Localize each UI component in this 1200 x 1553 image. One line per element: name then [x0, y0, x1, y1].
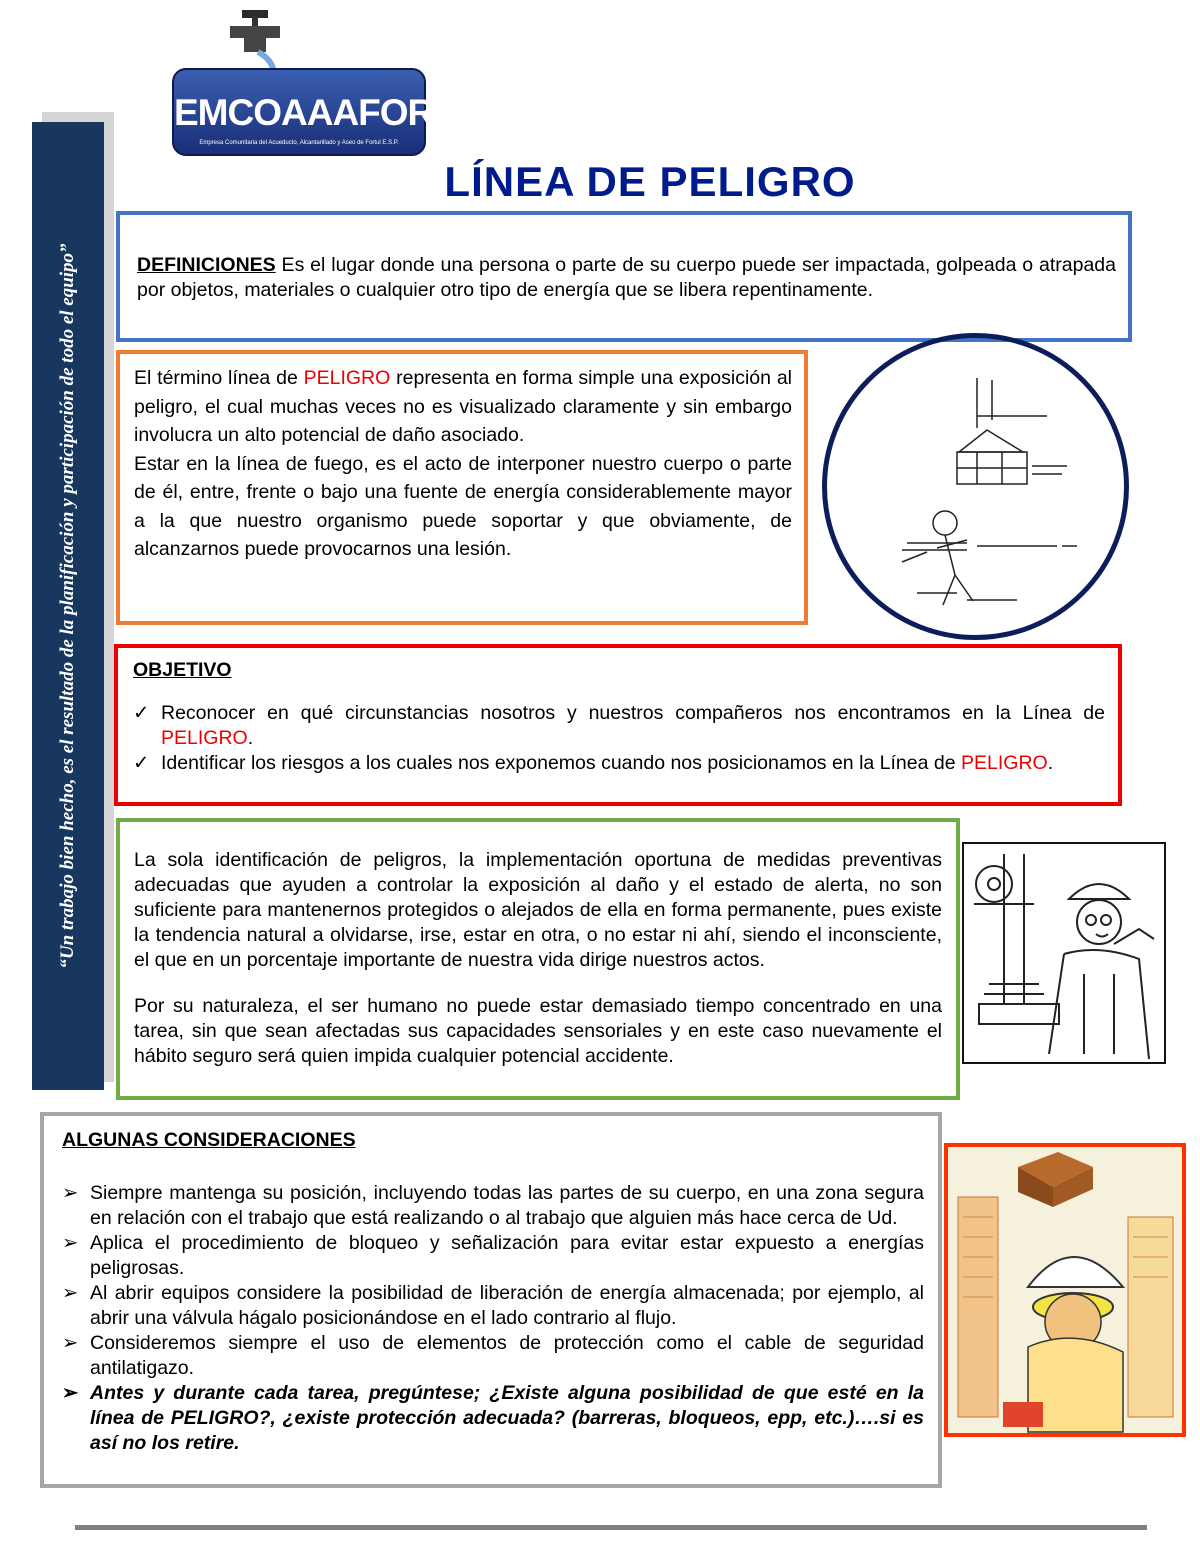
term-text — [134, 364, 792, 564]
logo-plate — [172, 68, 434, 156]
objective-item: ✓ Reconocer en qué circunstancias nosotros y nuestros compañeros nos encontramos en la Línea de PELIGRO. — [133, 702, 1105, 749]
objective-heading: OBJETIVO — [133, 659, 232, 681]
worker-shouting-illustration — [962, 842, 1166, 1064]
consideration-item: ➢ Siempre mantenga su posición, incluyendo todas las partes de su cuerpo, en una zona segura en relación con el trabajo que está realizando o al trabajo que alguien más hace cerca de Ud. — [62, 1182, 924, 1229]
falling-brick-illustration — [944, 1143, 1186, 1437]
definitions-heading: DEFINICIONES — [137, 254, 276, 276]
objective-item: ✓ Identificar los riesgos a los cuales nos exponemos cuando nos posicionamos en la Línea de PELIGRO. — [133, 752, 1054, 774]
worker-illustration — [964, 844, 1164, 1062]
arrow-bullet-icon: ➢ — [62, 1232, 79, 1254]
sidebar-quote: “Un trabajo bien hecho, es el resultado de la planificación y participación de todo el equipo” — [57, 243, 78, 969]
term-paragraph-1: El término línea de PELIGRO representa en forma simple una exposición al peligro, el cual muchas veces no es visualizado claramente y sin embargo involucra un alto potencial de daño asociado. — [134, 367, 792, 446]
logo-subtitle: Empresa Comunitaria del Acueducto, Alcantarillado y Aseo de Fortul E.S.P. — [199, 140, 399, 146]
term-box — [116, 350, 808, 625]
identification-box — [116, 818, 960, 1100]
arrow-bullet-icon: ➢ — [62, 1282, 79, 1304]
term-paragraph-2: Estar en la línea de fuego, es el acto de interponer nuestro cuerpo o parte de él, entre, frente o bajo una fuente de energía considerablemente mayor a la que nuestro organismo puede soportar y que obviamente, de alcanzarnos puede provocarnos una lesión. — [134, 452, 792, 560]
suspended-load-illustration — [827, 338, 1124, 635]
consideration-item-emphasis: ➢ Antes y durante cada tarea, pregúntese; ¿Existe alguna posibilidad de que esté en la línea de PELIGRO?, ¿existe protección adecuada? (barreras, bloqueos, epp, etc.)….si es así no los retire. — [62, 1382, 924, 1454]
objective-content — [133, 658, 1105, 776]
considerations-content — [62, 1128, 924, 1456]
company-logo — [170, 8, 434, 153]
identification-text — [134, 848, 942, 1069]
considerations-heading: ALGUNAS CONSIDERACIONES — [62, 1129, 356, 1151]
identification-paragraph-1: La sola identificación de peligros, la implementación oportuna de medidas preventivas adecuadas que ayuden a controlar la exposición al daño y el estado de alerta, no son suficiente para mantenernos protegidos o alejados de ella en forma permanente, pues existe la tendencia natural a olvidarse, irse, estar en otra, o no estar ni ahí, siendo el inconsciente, el que en un porcentaje importante de nuestra vida dirige nuestros actos. — [134, 849, 942, 971]
checkmark-icon: ✓ — [133, 702, 150, 724]
footer-divider — [75, 1525, 1147, 1530]
arrow-bullet-icon: ➢ — [62, 1382, 79, 1404]
definitions-box — [116, 211, 1132, 342]
objective-box — [114, 644, 1122, 806]
sidebar-banner — [32, 122, 104, 1090]
identification-paragraph-2: Por su naturaleza, el ser humano no puede estar demasiado tiempo concentrado en una tarea, sin que sean afectadas sus capacidades sensoriales y en este caso nuevamente el hábito seguro será quien impida cualquier potencial accidente. — [134, 995, 942, 1067]
consideration-item: ➢ Consideremos siempre el uso de elementos de protección como el cable de seguridad antilatigazo. — [62, 1332, 924, 1379]
danger-word: PELIGRO — [303, 367, 391, 389]
arrow-bullet-icon: ➢ — [62, 1182, 79, 1204]
consideration-item: ➢ Aplica el procedimiento de bloqueo y señalización para evitar estar expuesto a energías peligrosas. — [62, 1232, 924, 1279]
arrow-bullet-icon: ➢ — [62, 1332, 79, 1354]
objective-list — [133, 701, 1105, 776]
considerations-list — [62, 1181, 924, 1456]
consideration-item: ➢ Al abrir equipos considere la posibilidad de liberación de energía almacenada; por ejemplo, al abrir una válvula hágalo posicionándose en el lado contrario al flujo. — [62, 1282, 924, 1329]
page-title: LÍNEA DE PELIGRO — [444, 158, 856, 205]
checkmark-icon: ✓ — [133, 752, 150, 774]
definitions-body: Es el lugar donde una persona o parte de su cuerpo puede ser impactada, golpeada o atrapada por objetos, materiales o cualquier otro tipo de energía que se libera repentinamente. — [137, 254, 1116, 301]
considerations-box — [40, 1112, 942, 1488]
logo-wordmark: EMCOAAAFOR — [174, 92, 434, 133]
hazard-illustration-circle — [822, 333, 1129, 640]
construction-worker-illustration — [948, 1147, 1182, 1433]
definitions-text — [137, 253, 1116, 303]
